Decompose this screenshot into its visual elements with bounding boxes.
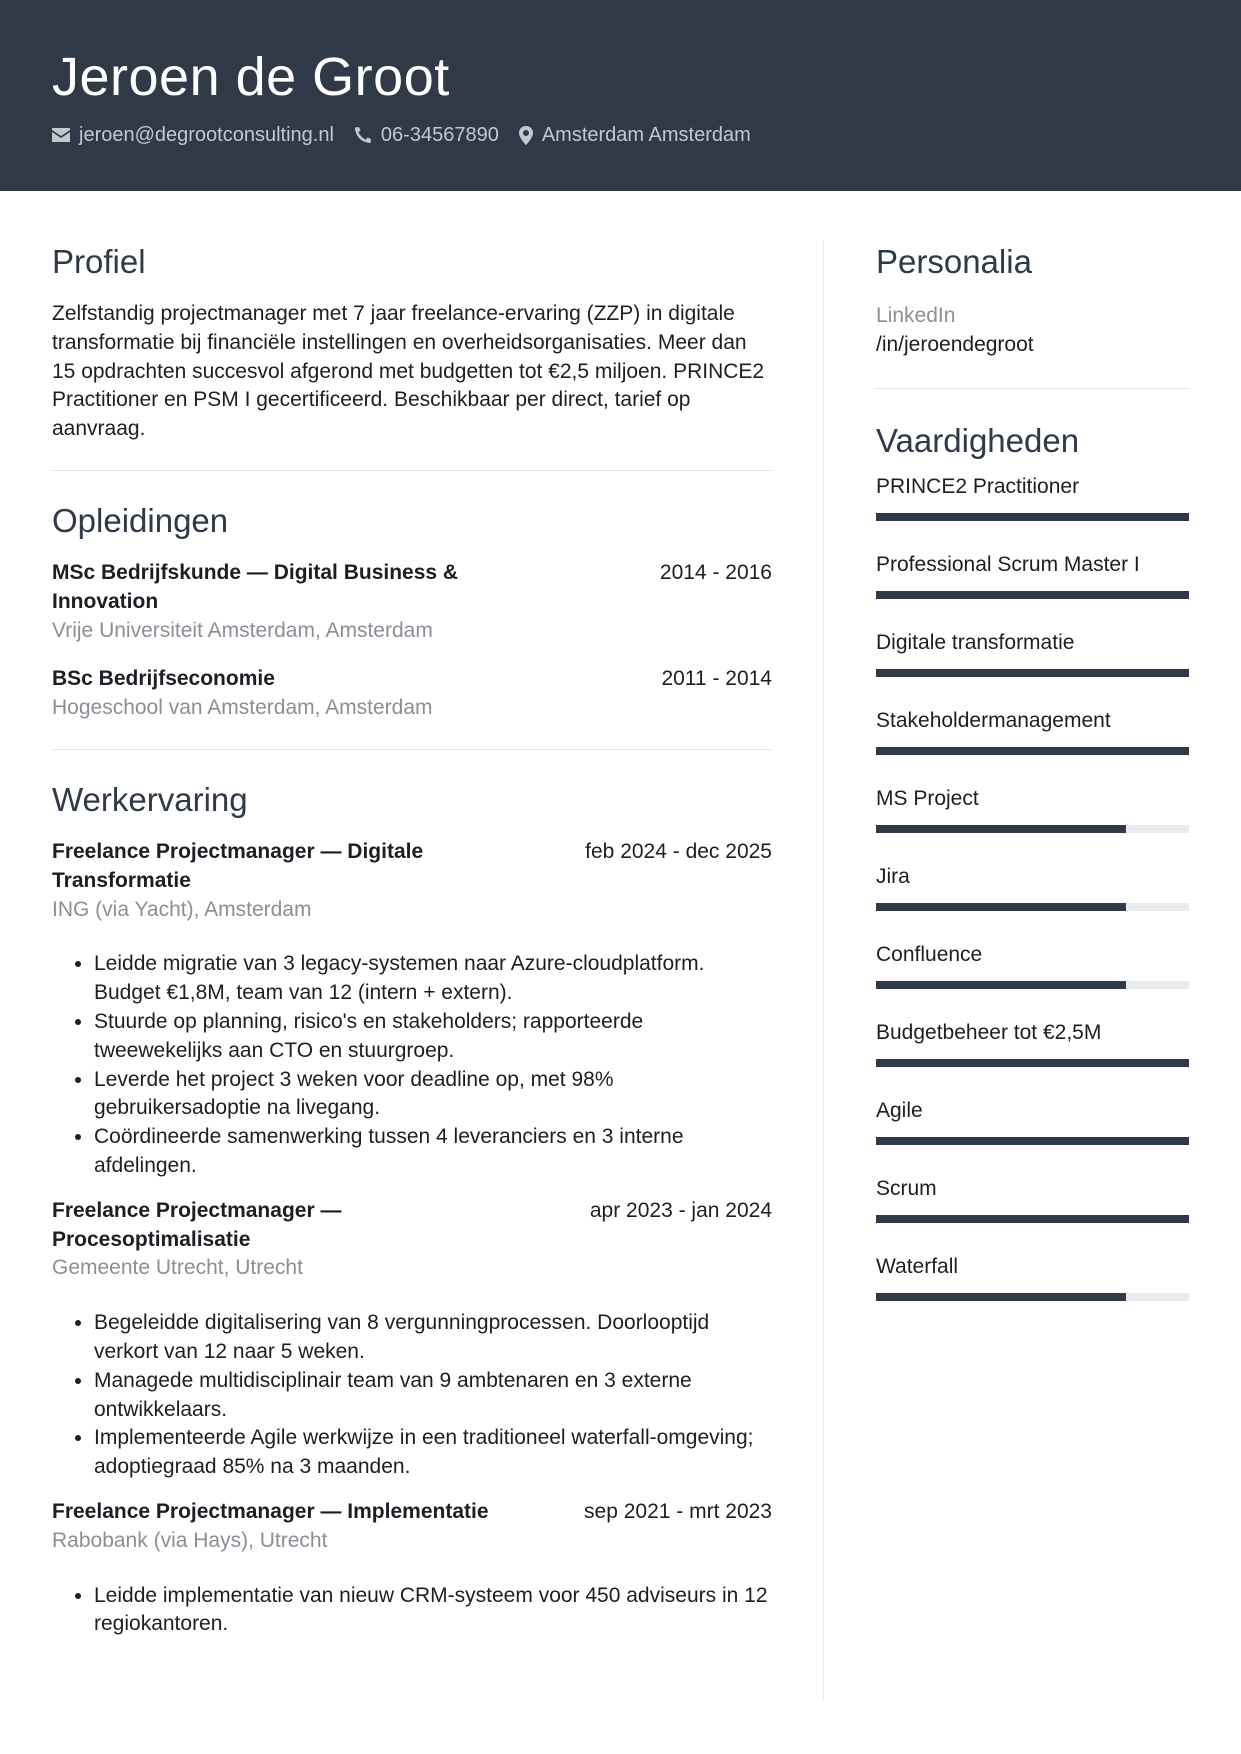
- list-item: • Leverde het project 3 weken voor deadline op, met 98% gebruikersadoptie na livegang.: [94, 1066, 772, 1124]
- skill-name: Professional Scrum Master I: [876, 553, 1140, 576]
- phone-icon: [354, 126, 372, 144]
- skill-item: [876, 473, 1189, 521]
- skill-name: Agile: [876, 1099, 923, 1122]
- email-text: jeroen@degrootconsulting.nl: [79, 124, 334, 146]
- list-item: • Leidde implementatie van nieuw CRM-systeem voor 450 adviseurs in 12 regiokantoren.: [94, 1582, 772, 1640]
- skill-name: Confluence: [876, 943, 983, 966]
- contact-location: [519, 121, 751, 149]
- section-divider: [52, 470, 772, 471]
- work-date: sep 2021 - mrt 2023: [584, 1499, 772, 1523]
- skill-bar: [876, 903, 1189, 911]
- skill-bar-fill: [876, 513, 1189, 521]
- list-item: • Coördineerde samenwerking tussen 4 leveranciers en 3 interne afdelingen.: [94, 1123, 772, 1181]
- section-divider: [876, 388, 1189, 389]
- section-title-opleidingen: Opleidingen: [52, 501, 229, 539]
- skill-bar-fill: [876, 1293, 1126, 1301]
- education-institution: Hogeschool van Amsterdam, Amsterdam: [52, 696, 433, 720]
- skill-item: [876, 785, 1189, 833]
- side-column: [876, 240, 1189, 1301]
- work-bullets: [52, 1582, 772, 1640]
- work-employer: Gemeente Utrecht, Utrecht: [52, 1256, 303, 1280]
- skill-item: [876, 629, 1189, 677]
- profile-text: Zelfstandig projectmanager met 7 jaar freelance-ervaring (ZZP) in digitale transformatie bij financiële instellingen en overheidsorganisaties. Meer dan 15 opdrachten succesvol afgerond met budgetten tot €2,5 miljoen. PRINCE2 Practitioner en PSM I gecertificeerd. Beschikbaar per direct, tarief op aanvraag.: [52, 302, 765, 441]
- skill-item: [876, 941, 1189, 989]
- work-entry: [52, 838, 772, 1181]
- skill-bar: [876, 825, 1189, 833]
- section-title-personalia: Personalia: [876, 243, 1032, 280]
- skill-bar-fill: [876, 825, 1126, 833]
- skill-bar-fill: [876, 591, 1189, 599]
- section-title-vaardigheden: Vaardigheden: [876, 422, 1080, 459]
- education-title: BSc Bedrijfseconomie: [52, 667, 275, 691]
- work-bullets: [52, 1309, 772, 1482]
- skill-item: [876, 1019, 1189, 1067]
- phone-text: 06-34567890: [380, 124, 499, 146]
- work-title: Freelance Projectmanager — Implementatie: [52, 1499, 489, 1523]
- education-institution: Vrije Universiteit Amsterdam, Amsterdam: [52, 618, 433, 642]
- contact-info: [52, 121, 771, 149]
- map-pin-icon: [519, 126, 533, 145]
- skill-item: [876, 707, 1189, 755]
- contact-phone[interactable]: [354, 121, 499, 149]
- skill-bar: [876, 591, 1189, 599]
- vaardigheden-section: [876, 419, 1189, 1301]
- column-divider: [823, 240, 824, 1700]
- education-entry: [52, 665, 772, 723]
- skill-name: Jira: [876, 865, 910, 888]
- contact-email[interactable]: [52, 121, 334, 149]
- section-title-werkervaring: Werkervaring: [52, 780, 248, 818]
- location-text: Amsterdam Amsterdam: [541, 124, 751, 146]
- skill-bar-fill: [876, 1137, 1189, 1145]
- skill-bar: [876, 1059, 1189, 1067]
- section-title-profiel: Profiel: [52, 243, 146, 280]
- work-employer: Rabobank (via Hays), Utrecht: [52, 1528, 328, 1552]
- skill-bar-fill: [876, 747, 1189, 755]
- skill-bar-fill: [876, 981, 1126, 989]
- skill-item: [876, 863, 1189, 911]
- skill-bar: [876, 1293, 1189, 1301]
- werkervaring-section: [52, 778, 772, 1639]
- skill-name: Stakeholdermanagement: [876, 709, 1111, 732]
- list-item: • Stuurde op planning, risico's en stakeholders; rapporteerde tweewekelijks aan CTO en stuurgroep.: [94, 1008, 772, 1066]
- candidate-name: Jeroen de Groot: [52, 47, 450, 107]
- skill-name: Digitale transformatie: [876, 631, 1075, 654]
- envelope-icon: [52, 128, 70, 142]
- personalia-section: [876, 240, 1189, 360]
- work-title: Freelance Projectmanager — Digitale Transformatie: [52, 839, 424, 892]
- list-item: • Managede multidisciplinair team van 9 ambtenaren en 3 externe ontwikkelaars.: [94, 1367, 772, 1425]
- skill-item: [876, 1097, 1189, 1145]
- skill-name: PRINCE2 Practitioner: [876, 475, 1080, 498]
- skill-bar: [876, 513, 1189, 521]
- skill-name: Waterfall: [876, 1255, 959, 1278]
- skill-bar-fill: [876, 1215, 1189, 1223]
- education-entry: [52, 559, 772, 645]
- skill-bar: [876, 669, 1189, 677]
- skill-item: [876, 1253, 1189, 1301]
- opleidingen-section: [52, 499, 772, 723]
- skill-name: MS Project: [876, 787, 979, 810]
- work-title: Freelance Projectmanager — Procesoptimalisatie: [52, 1198, 342, 1251]
- work-date: apr 2023 - jan 2024: [589, 1198, 772, 1222]
- linkedin-label: LinkedIn: [876, 304, 956, 327]
- work-employer: ING (via Yacht), Amsterdam: [52, 897, 312, 921]
- main-column: [52, 240, 772, 1639]
- skill-bar: [876, 747, 1189, 755]
- list-item: • Implementeerde Agile werkwijze in een traditioneel waterfall-omgeving; adoptiegraad 85% na 3 maanden.: [94, 1424, 772, 1482]
- work-entry: [52, 1498, 772, 1639]
- skill-name: Scrum: [876, 1177, 937, 1200]
- education-title: MSc Bedrijfskunde — Digital Business & Innovation: [52, 560, 459, 613]
- work-bullets: [52, 950, 772, 1180]
- work-date: feb 2024 - dec 2025: [585, 839, 772, 863]
- skill-bar-fill: [876, 903, 1126, 911]
- skill-bar-fill: [876, 669, 1189, 677]
- skill-item: [876, 551, 1189, 599]
- skills-list: [876, 473, 1189, 1301]
- skill-item: [876, 1175, 1189, 1223]
- list-item: • Begeleidde digitalisering van 8 vergunningprocessen. Doorlooptijd verkort van 12 naar 5 weken.: [94, 1309, 772, 1367]
- section-divider: [52, 749, 772, 750]
- skill-bar: [876, 1137, 1189, 1145]
- resume-header: [0, 0, 1241, 191]
- skill-bar-fill: [876, 1059, 1189, 1067]
- work-entry: [52, 1197, 772, 1482]
- skill-name: Budgetbeheer tot €2,5M: [876, 1021, 1102, 1044]
- education-date: 2014 - 2016: [659, 560, 772, 584]
- education-date: 2011 - 2014: [661, 667, 772, 691]
- skill-bar: [876, 1215, 1189, 1223]
- linkedin-value[interactable]: /in/jeroendegroot: [876, 333, 1034, 356]
- list-item: • Leidde migratie van 3 legacy-systemen naar Azure-cloudplatform. Budget €1,8M, team van 12 (intern + extern).: [94, 950, 772, 1008]
- profiel-section: [52, 240, 772, 444]
- skill-bar: [876, 981, 1189, 989]
